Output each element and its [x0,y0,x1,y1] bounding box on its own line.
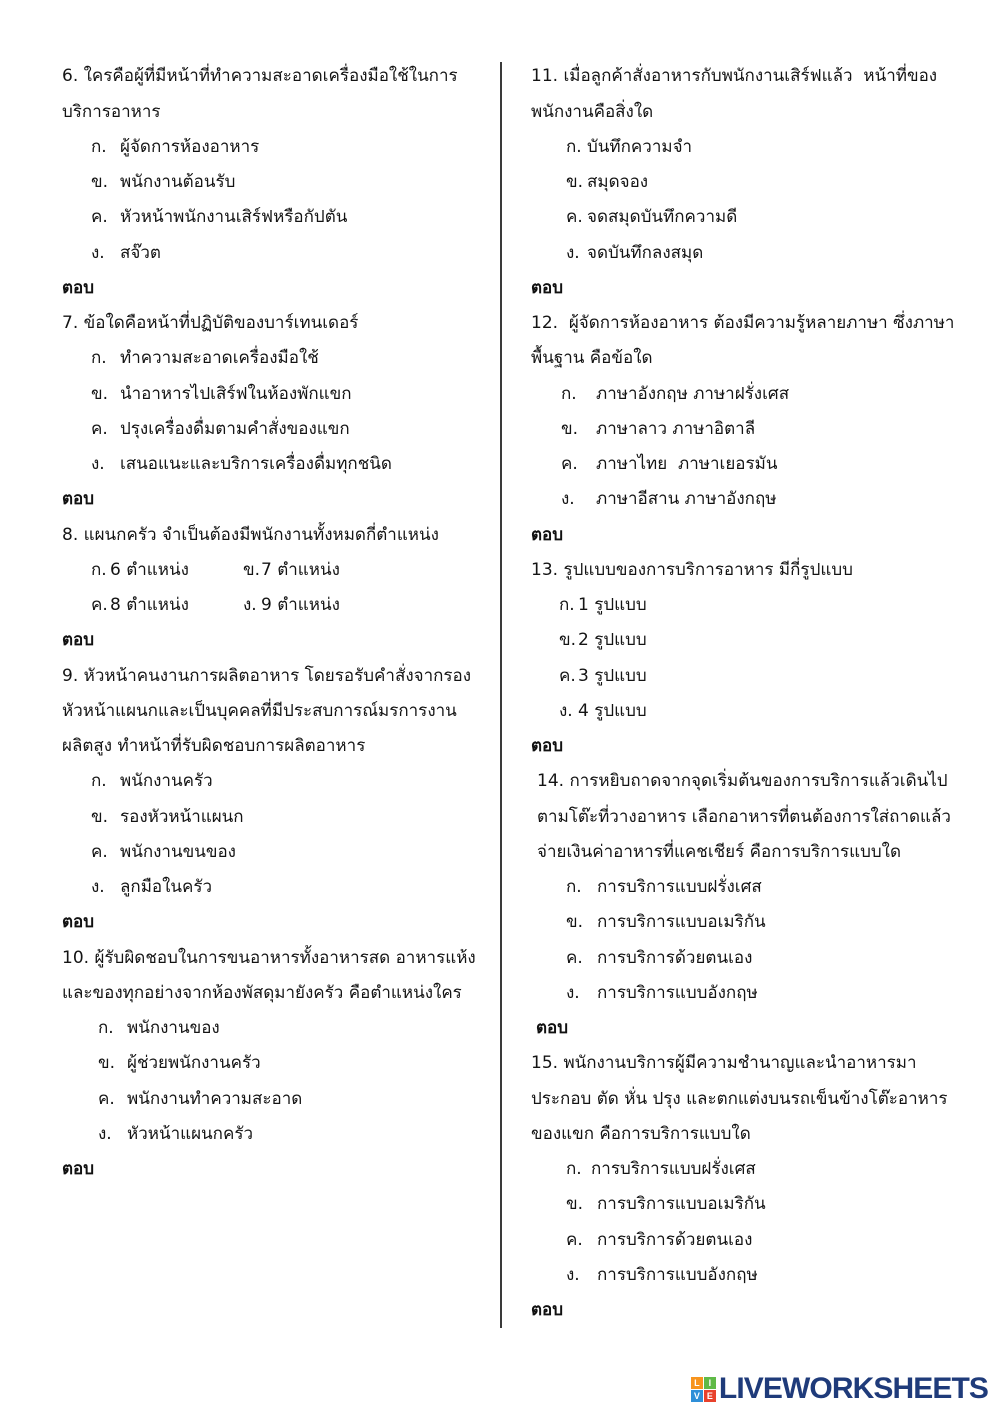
option-label: ก. [91,136,107,157]
logo-icon-cell: V [691,1390,703,1402]
option-label: ง. [559,700,573,721]
option-label: ค. [561,454,578,475]
liveworksheets-logo[interactable] [691,1374,988,1404]
question-8-stem-line-1: 8. แผนกครัว จำเป็นต้องมีพนักงานทั้งหมดกี่ตำแหน่ง [62,524,439,545]
question-10-option-4 [62,1117,494,1152]
question-15-stem-line-2: ประกอบ ตัด หั่น ปรุง และตกแต่งบนรถเข็นข้างโต๊ะอาหาร [531,1088,948,1109]
question-11-option-3 [531,200,993,235]
option-label: ค. [91,418,108,439]
question-14-option-1 [531,870,993,905]
option-text: ภาษาลาว ภาษาอิตาลี [596,418,756,439]
option-label: ค. [566,947,583,968]
question-14-stem-line-1: 14. การหยิบถาดจากจุดเริ่มต้นของการบริการแล้วเดินไป [537,771,948,792]
option-label: ง. [566,242,580,263]
option-label: ค. [91,841,108,862]
question-15-stem-line-3: ของแขก คือการบริการแบบใด [531,1123,751,1144]
option-label: ก. [566,877,582,898]
option-label: ก. [566,136,582,157]
option-text: การบริการแบบอเมริกัน [597,1194,766,1215]
question-9-stem-line-3: ผลิตสูง ทำหน้าที่รับผิดชอบการผลิตอาหาร [62,736,366,757]
option-text: หัวหน้าแผนกครัว [127,1123,254,1144]
option-label: ข. [98,1053,116,1074]
option-text: 2 รูปแบบ [578,630,647,651]
question-11-option-2 [531,165,993,200]
question-10-stem-line-2: และของทุกอย่างจากห้องพัสดุมายังครัว คือตำแหน่งใคร [62,982,462,1003]
option-label: ค. [91,207,108,228]
option-label: ก. [91,348,107,369]
option-text: 4 รูปแบบ [578,700,647,721]
option-label: ก. [91,559,107,580]
option-text: การบริการด้วยตนเอง [597,1229,753,1250]
logo-icon [691,1377,716,1402]
option-text: หัวหน้าพนักงานเสิร์ฟหรือกัปตัน [120,207,348,228]
option-text: การบริการแบบอังกฤษ [597,982,758,1003]
question-7-option-3 [62,412,494,447]
question-13-option-2 [531,623,993,658]
question-12-option-3 [531,447,993,482]
logo-text: LIVEWORKSHEETS [718,1372,988,1405]
question-11-option-1 [531,130,993,165]
option-label: ง. [91,242,105,263]
question-8-options-row-1 [62,553,494,588]
question-12-option-2 [531,412,993,447]
question-12-answer-label: ตอบ [531,524,564,545]
question-6-option-2 [62,165,494,200]
left-column [62,59,494,1209]
question-9-option-3 [62,835,494,870]
question-12-stem-line-1: 12. ผู้จัดการห้องอาหาร ต้องมีความรู้หลายภาษา ซึ่งภาษา [531,313,955,334]
question-10-answer-label: ตอบ [62,1159,95,1180]
question-15-option-4 [531,1258,993,1293]
option-text: นำอาหารไปเสิร์ฟในห้องพักแขก [120,383,352,404]
question-7-option-2 [62,377,494,412]
question-13-option-1 [531,588,993,623]
logo-icon-cell: L [691,1377,703,1389]
option-label: ข. [91,172,109,193]
question-7-answer-label: ตอบ [62,489,95,510]
option-label: ค. [91,595,108,616]
question-15-answer-label: ตอบ [531,1300,564,1321]
question-10-option-1 [62,1011,494,1046]
question-8-answer-label: ตอบ [62,630,95,651]
question-15-option-1 [531,1152,993,1187]
question-6-option-1 [62,130,494,165]
option-label: ง. [566,982,580,1003]
option-text: สจ๊วต [120,242,161,263]
option-label: ง. [91,454,105,475]
option-text: พนักงานขนของ [120,841,236,862]
option-text: พนักงานต้อนรับ [120,172,236,193]
option-label: ค. [559,665,576,686]
option-label: ง. [566,1264,580,1285]
option-label: ข. [559,630,577,651]
option-label: ข. [566,912,584,933]
question-13-option-3 [531,659,993,694]
option-text: เสนอแนะและบริการเครื่องดื่มทุกชนิด [120,454,392,475]
option-label: ง. [561,489,575,510]
option-label: ข. [566,172,584,193]
question-10-option-3 [62,1082,494,1117]
option-label: ง. [98,1123,112,1144]
option-label: ก. [559,595,575,616]
question-14-stem-line-2: ตามโต๊ะที่วางอาหาร เลือกอาหารที่ตนต้องการใส่ถาดแล้ว [537,806,951,827]
option-text: พนักงานทำความสะอาด [127,1088,303,1109]
question-9-option-1 [62,764,494,799]
option-label: ข. [243,559,261,580]
question-13-stem-line-1: 13. รูปแบบของการบริการอาหาร มีกี่รูปแบบ [531,559,853,580]
question-10-option-2 [62,1046,494,1081]
question-13-answer-label: ตอบ [531,736,564,757]
option-label: ก. [561,383,577,404]
option-text: การบริการแบบฝรั่งเศส [591,1159,756,1180]
option-label: ข. [91,806,109,827]
question-9-answer-label: ตอบ [62,912,95,933]
option-text: การบริการแบบอังกฤษ [597,1264,758,1285]
question-7-option-1 [62,341,494,376]
option-text: จดสมุดบันทึกความดี [587,207,738,228]
option-text: การบริการแบบอเมริกัน [597,912,766,933]
option-text: ภาษาอีสาน ภาษาอังกฤษ [596,489,777,510]
option-text: ปรุงเครื่องดื่มตามคำสั่งของแขก [120,418,350,439]
right-column [531,59,993,1349]
option-text: ภาษาไทย ภาษาเยอรมัน [596,454,778,475]
option-label: ค. [566,207,583,228]
question-6-option-4 [62,236,494,271]
option-label: ข. [566,1194,584,1215]
option-label: ง. [91,877,105,898]
option-text: การบริการด้วยตนเอง [597,947,753,968]
option-text: 1 รูปแบบ [578,595,647,616]
option-label: ค. [98,1088,115,1109]
question-7-option-4 [62,447,494,482]
option-text: ผู้ช่วยพนักงานครัว [127,1053,261,1074]
option-text: ลูกมือในครัว [120,877,213,898]
option-label: ค. [566,1229,583,1250]
option-text: 7 ตำแหน่ง [261,559,340,580]
question-13-option-4 [531,694,993,729]
option-text: พนักงานของ [127,1018,220,1039]
option-label: ก. [566,1159,582,1180]
option-text: ผู้จัดการห้องอาหาร [120,136,260,157]
question-14-answer-label: ตอบ [536,1018,569,1039]
option-label: ง. [243,595,257,616]
option-label: ก. [91,771,107,792]
question-12-option-4 [531,482,993,517]
option-text: ทำความสะอาดเครื่องมือใช้ [120,348,319,369]
option-text: พนักงานครัว [120,771,213,792]
question-6-stem-line-1: 6. ใครคือผู้ที่มีหน้าที่ทำความสะอาดเครื่องมือใช้ในการ [62,66,458,87]
question-14-stem-line-3: จ่ายเงินค่าอาหารที่แคชเชียร์ คือการบริการแบบใด [537,841,901,862]
question-12-stem-line-2: พื้นฐาน คือข้อใด [531,348,653,369]
question-11-stem-line-2: พนักงานคือสิ่งใด [531,101,654,122]
question-14-option-2 [531,905,993,940]
option-text: 6 ตำแหน่ง [110,559,189,580]
option-label: ก. [98,1018,114,1039]
option-text: การบริการแบบฝรั่งเศส [597,877,762,898]
question-7-stem-line-1: 7. ข้อใดคือหน้าที่ปฏิบัติของบาร์เทนเดอร์ [62,313,359,334]
question-14-option-4 [531,976,993,1011]
option-text: บันทึกความจำ [587,136,693,157]
question-11-option-4 [531,236,993,271]
question-11-stem-line-1: 11. เมื่อลูกค้าสั่งอาหารกับพนักงานเสิร์ฟแล้ว หน้าที่ของ [531,66,938,87]
question-11-answer-label: ตอบ [531,277,564,298]
logo-icon-cell: E [704,1390,716,1402]
question-9-stem-line-1: 9. หัวหน้าคนงานการผลิตอาหาร โดยรอรับคำสั่งจากรอง [62,665,472,686]
option-text: รองหัวหน้าแผนก [120,806,244,827]
logo-icon-cell: I [704,1377,716,1389]
option-text: 9 ตำแหน่ง [261,595,340,616]
question-9-stem-line-2: หัวหน้าแผนกและเป็นบุคคลที่มีประสบการณ์มรการงาน [62,700,457,721]
option-text: 3 รูปแบบ [578,665,647,686]
option-label: ข. [91,383,109,404]
question-6-answer-label: ตอบ [62,277,95,298]
question-10-stem-line-1: 10. ผู้รับผิดชอบในการขนอาหารทั้งอาหารสด อาหารแห้ง [62,947,476,968]
option-text: จดบันทึกลงสมุด [587,242,704,263]
option-text: ภาษาอังกฤษ ภาษาฝรั่งเศส [596,383,790,404]
option-text: 8 ตำแหน่ง [110,595,189,616]
question-8-options-row-2 [62,588,494,623]
option-label: ข. [561,418,579,439]
question-6-stem-line-2: บริการอาหาร [62,101,161,122]
question-14-option-3 [531,941,993,976]
question-15-option-2 [531,1187,993,1222]
question-9-option-2 [62,800,494,835]
question-9-option-4 [62,870,494,905]
option-text: สมุดจอง [587,172,649,193]
column-divider [500,62,502,1328]
question-15-option-3 [531,1223,993,1258]
question-15-stem-line-1: 15. พนักงานบริการผู้มีความชำนาญและนำอาหารมา [531,1053,917,1074]
question-12-option-1 [531,377,993,412]
question-6-option-3 [62,200,494,235]
